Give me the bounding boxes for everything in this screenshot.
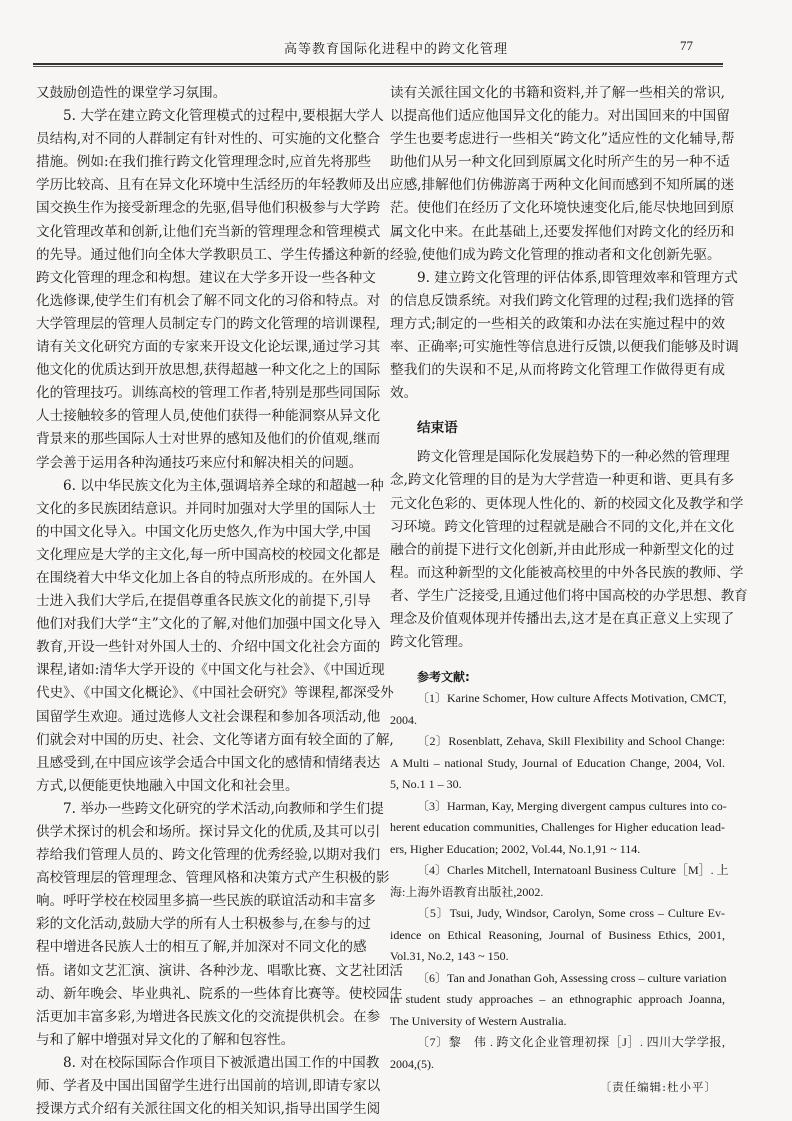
references-list: [390, 688, 729, 1075]
text-line: 理念及价值观体现并传播出去,这才是在真正意义上实现了: [390, 610, 735, 627]
text-line: 师、学者及中国出国留学生进行出国前的培训,即请专家以: [36, 1078, 381, 1095]
text-line: 他文化的优质达到开放思想,获得超越一种文化之上的国际: [36, 362, 381, 379]
text-line: 6. 以中华民族文化为主体,强调培养全球的和超越一种: [63, 477, 384, 494]
text-line: 的先导。通过他们向全体大学教职员工、学生传播这种新的: [36, 246, 390, 263]
text-line: 习环境。跨文化管理的过程就是融合不同的文化,并在文化: [390, 518, 735, 535]
text-line: 请有关文化研究方面的专家来开设文化论坛课,通过学习其: [36, 339, 381, 356]
text-line: 学生也要考虑进行一些相关“跨文化”适应性的文化辅导,帮: [390, 131, 735, 148]
text-line: 响。呼吁学校在校园里多搞一些民族的联谊活动和丰富多: [36, 893, 376, 910]
reference-line: 〔2〕Rosenblatt, Zehava, Skill Flexibility and School Change:: [417, 734, 725, 749]
text-line: 教育,开设一些针对外国人士的、介绍中国文化社会方面的: [36, 639, 381, 656]
text-line: 程。而这种新型的文化能被高校里的中外各民族的教师、学: [390, 564, 744, 581]
reference-line: herent education communities, Challenges for Higher education lead-: [390, 820, 725, 835]
text-line: 国交换生作为接受新理念的先驱,倡导他们积极参与大学跨: [36, 200, 381, 217]
text-line: 他们对我们大学“主”文化的了解,对他们加强中国文化导入: [36, 616, 381, 633]
text-line: 整我们的失误和不足,从而将跨文化管理工作做得更有成: [390, 362, 725, 379]
text-line: 9. 建立跨文化管理的评估体系,即管理效率和管理方式: [417, 269, 738, 286]
text-line: 学历比较高、且有在异文化环境中生活经历的年轻教师及出: [36, 177, 390, 194]
text-line: 7. 举办一些跨文化研究的学术活动,向教师和学生们提: [63, 800, 384, 817]
reference-line: ers, Higher Education; 2002, Vol.44, No.1,91 ~ 114.: [390, 841, 641, 856]
header-rule-thin: [33, 66, 723, 67]
page-number: 77: [680, 38, 693, 53]
editor-note: 〔责任编辑:杜小平〕: [599, 1080, 717, 1095]
text-line: 悟。诸如文艺汇演、演讲、各种沙龙、唱歌比赛、文艺社团活: [36, 962, 404, 979]
text-line: 且感受到,在中国应该学会适合中国文化的感情和情绪表达: [36, 754, 381, 771]
reference-line: 〔3〕Harman, Kay, Merging divergent campus cultures into co-: [417, 798, 727, 813]
reference-line: 〔6〕Tan and Jonathan Goh, Assessing cross – culture variation: [417, 970, 727, 985]
reference-line: The University of Western Australia.: [390, 1013, 567, 1028]
text-line: 经验,使他们成为跨文化管理的推动者和文化创新先驱。: [390, 246, 721, 263]
reference-line: 〔7〕黎 伟 . 跨文化企业管理初探［J］. 四川大学学报,: [417, 1035, 725, 1050]
reference-line: Vol.31, No.2, 143 ~ 150.: [390, 949, 509, 964]
text-line: 元文化色彩的、更体现人性化的、新的校园文化及教学和学: [390, 495, 744, 512]
text-line: 以提高他们适应他国异文化的能力。对出国回来的中国留: [390, 108, 730, 125]
right-column: [390, 82, 748, 1099]
text-line: 文化的多民族团结意识。并同时加强对大学里的国际人士: [36, 500, 376, 517]
reference-line: 〔5〕Tsui, Judy, Windsor, Carolyn, Some cross – Culture Ev-: [417, 906, 725, 921]
text-line: 高校管理层的管理理念、管理风格和决策方式产生积极的影: [36, 870, 390, 887]
text-line: 读有关派往国文化的书籍和资料,并了解一些相关的常识,: [390, 85, 725, 101]
references-heading: 参考文献:: [417, 670, 470, 685]
text-line: 荐给我们管理人员的、跨文化管理的优秀经验,以期对我们: [36, 847, 381, 864]
text-line: 应感,排解他们仿佛游离于两种文化间而感到不知所属的迷: [390, 177, 735, 194]
text-line: 者、学生广泛接受,且通过他们将中国高校的办学思想、教育: [390, 587, 748, 604]
text-line: 学会善于运用各种沟通技巧来应付和解决相关的问题。: [36, 454, 363, 471]
text-line: 化的管理技巧。训练高校的管理工作者,特别是那些同国际: [36, 385, 381, 402]
text-line: 跨文化管理。: [390, 634, 472, 651]
header-title: 高等教育国际化进程中的跨文化管理: [283, 42, 508, 57]
conclusion-heading: 结束语: [417, 420, 458, 437]
text-line: 授课方式介绍有关派往国文化的相关知识,指导出国学生阅: [36, 1101, 381, 1118]
text-line: 跨文化管理是国际化发展趋势下的一种必然的管理理: [417, 449, 730, 466]
text-line: 动、新年晚会、毕业典礼、院系的一些体育比赛等。使校园生: [36, 985, 404, 1002]
text-line: 的中国文化导入。中国文化历史悠久,作为中国大学,中国: [36, 523, 371, 540]
text-line: 跨文化管理的理念和构想。建议在大学多开设一些各种文: [36, 269, 376, 286]
text-line: 文化管理改革和创新,让他们充当新的管理理念和管理模式: [36, 223, 381, 240]
text-line: 大学管理层的管理人员制定专门的跨文化管理的培训课程,: [36, 315, 381, 332]
text-line: 人士接触较多的管理人员,使他们获得一种能洞察从异文化: [36, 408, 381, 425]
text-line: 又鼓励创造性的课堂学习氛围。: [36, 85, 227, 101]
text-line: 代史》、《中国文化概论》、《中国社会研究》等课程,都深受外: [36, 685, 394, 702]
text-line: 在围绕着大中华文化加上各自的特点所形成的。在外国人: [36, 569, 376, 586]
text-line: 供学术探讨的机会和场所。探讨异文化的优质,及其可以引: [36, 824, 381, 840]
text-line: 5. 大学在建立跨文化管理模式的过程中,要根据大学人: [63, 108, 384, 125]
reference-line: 海:上海外语教育出版社,2002.: [390, 884, 544, 899]
text-line: 属文化中来。在此基础上,还要发挥他们对跨文化的经历和: [390, 223, 735, 240]
text-line: 背景来的那些国际人士对世界的感知及他们的价值观,继而: [36, 431, 381, 448]
reference-line: A Multi – national Study, Journal of Education Change, 2004, Vol.: [390, 755, 725, 770]
text-line: 程中增进各民族人士的相互了解,并加深对不同文化的感: [36, 939, 367, 956]
reference-line: 5, No.1 1 – 30.: [390, 777, 462, 792]
text-line: 与和了解中增强对异文化的了解和包容性。: [36, 1031, 295, 1048]
reference-line: 〔1〕Karine Schomer, How culture Affects Motivation, CMCT,: [417, 691, 727, 706]
text-line: 员结构,对不同的人群制定有针对性的、可实施的文化整合: [36, 131, 381, 148]
text-line: 8. 对在校际国际合作项目下被派遣出国工作的中国教: [63, 1054, 380, 1071]
conclusion-text: [390, 446, 748, 654]
text-line: 念,跨文化管理的目的是为大学营造一种更和谐、更具有多: [390, 472, 735, 489]
text-line: 化选修课,使学生们有机会了解不同文化的习俗和特点。对: [36, 292, 381, 309]
text-line: 率、正确率;可实施性等信息进行反馈,以便我们能够及时调: [390, 339, 739, 356]
spacer: [390, 654, 725, 666]
spacer: [390, 405, 725, 417]
text-line: 彩的文化活动,鼓励大学的所有人士积极参与,在参与的过: [36, 916, 371, 933]
text-line: 效。: [390, 385, 418, 402]
text-line: 活更加丰富多彩,为增进各民族文化的交流提供机会。在参: [36, 1008, 381, 1025]
text-line: 的信息反馈系统。对我们跨文化管理的过程;我们选择的管: [390, 292, 735, 309]
text-line: 助他们从另一种文化回到原属文化时所产生的另一种不适: [390, 154, 730, 171]
text-line: 措施。例如:在我们推行跨文化管理理念时,应首先将那些: [36, 154, 372, 171]
right-body-text: [390, 82, 739, 405]
text-line: 们就会对中国的历史、社会、文化等诸方面有较全面的了解,: [36, 731, 394, 748]
text-line: 课程,诸如:清华大学开设的《中国文化与社会》、《中国近现: [36, 662, 385, 679]
text-line: 融合的前提下进行文化创新,并由此形成一种新型文化的过: [390, 541, 735, 558]
text-line: 方式,以便能更快地融入中国文化和社会里。: [36, 777, 299, 794]
text-line: 士进入我们大学后,在提倡尊重各民族文化的前提下,引导: [36, 593, 371, 610]
text-line: 文化理应是大学的主文化,每一所中国高校的校园文化都是: [36, 546, 381, 563]
reference-line: idence on Ethical Reasoning, Journal of Business Ethics, 2001,: [390, 927, 725, 942]
reference-line: 2004.: [390, 712, 417, 727]
text-line: 茫。使他们在经历了文化环境快速变化后,能尽快地回到原: [390, 200, 735, 217]
text-line: 理方式;制定的一些相关的政策和办法在实施过程中的效: [390, 315, 725, 332]
reference-line: 2004,(5).: [390, 1056, 434, 1071]
header-rule: [33, 63, 723, 65]
text-line: 国留学生欢迎。通过选修人文社会课程和参加各项活动,他: [36, 708, 381, 725]
reference-line: in student study approaches – an ethnographic approach Joanna,: [390, 992, 725, 1007]
reference-line: 〔4〕Charles Mitchell, Internatoanl Business Culture［M］. 上: [417, 863, 729, 878]
